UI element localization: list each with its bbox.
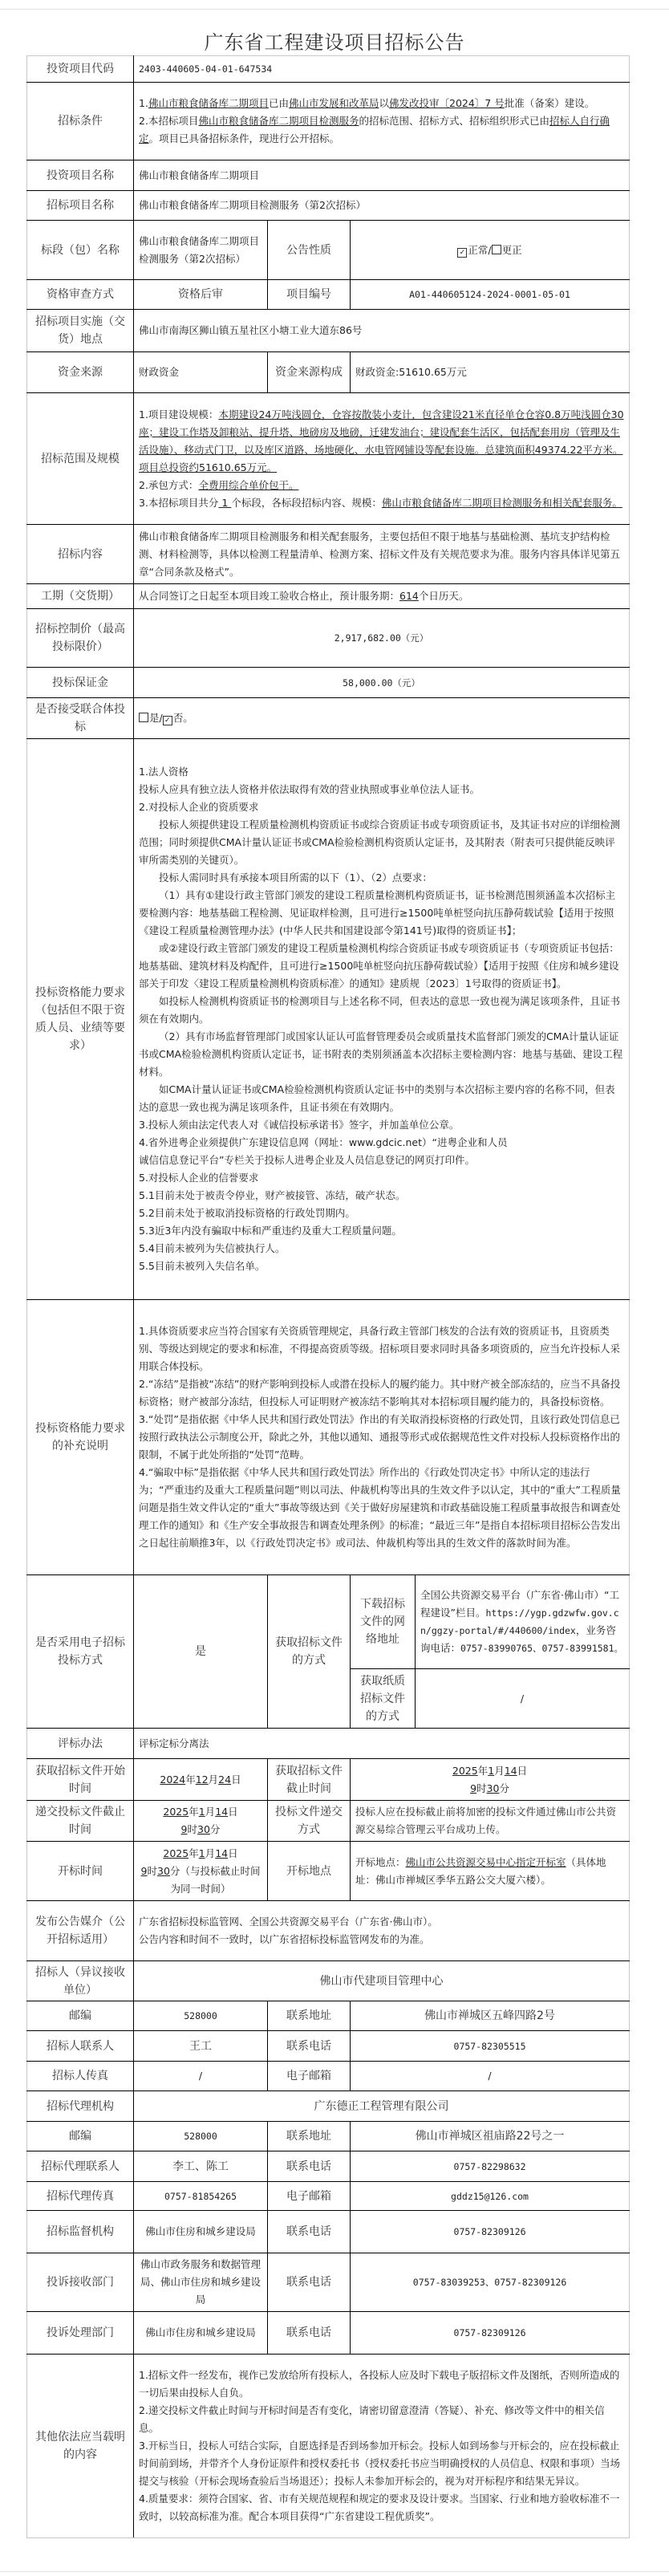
text: 个标段，各标段招标内容、规模： (231, 496, 382, 509)
paragraph: 投标人需同时具有承接本项目所需的以下（1）、（2）点要求： (159, 872, 432, 884)
text: 日 (517, 1764, 528, 1777)
row-agency (27, 2091, 630, 2122)
funding-structure-value: 财政资金:51610.65万元 (351, 352, 630, 393)
label: 招标人（异议接收单位） (27, 1961, 134, 2001)
text: 年 (185, 1773, 196, 1786)
obtain-end-value (351, 1759, 630, 1801)
obtain-end-label: 获取招标文件截止时间 (268, 1759, 351, 1801)
text: 批准（备案）建设。 (504, 97, 595, 109)
text: 30 (157, 1864, 170, 1877)
opening-place-value (351, 1842, 630, 1901)
supplement-value (134, 1300, 630, 1575)
postcode-value: 528000 (134, 2122, 268, 2151)
page-title: 广东省工程建设项目招标公告 (204, 31, 465, 54)
paragraph: 5.5目前未被列入失信名单。 (139, 1260, 266, 1272)
project-code-label: 项目编号 (268, 280, 351, 310)
paragraph: 2.“冻结”是指被“冻结”的财产影响到投标人或潜在投标人的履约能力。其中财产被全部冻结的，应当不具备投标资格；财产被部分冻结，但投标人可证明财产被冻结不影响其对本招标项目履约能力的，具备投标资格。 (139, 1378, 621, 1408)
paragraph: 1.具体资质要求应当符合国家有关资质管理规定，具备行政主管部门核发的合法有效的资质证书，且资质类别、等级达到规定的要求和标准，不得提高资质等级。招标项目要求同时具备多项资质的，应当允许投标人采用联合体投标。 (139, 1325, 621, 1372)
scope-value (134, 393, 630, 525)
text: 佛山市发展和改革局 (288, 97, 379, 109)
text: 否。 (172, 712, 193, 724)
row-funding (27, 352, 630, 393)
text: 9 (470, 1782, 477, 1794)
label: 招标控制价（最高投标限价） (27, 609, 134, 668)
consortium-value (134, 698, 630, 739)
row-agency-contact (27, 2151, 630, 2182)
paragraph: 5.2目前未处于被取消投标资格的行政处罚期内。 (139, 1207, 355, 1219)
label: 招标人联系人 (27, 2031, 134, 2062)
text: 时 (187, 1823, 198, 1835)
tender-name-value: 佛山市粮食储备库二期项目检测服务（第2次招标） (134, 191, 630, 221)
text: 佛山市公共资源交易中心指定开标室 (405, 1855, 566, 1868)
text: 614 (399, 590, 419, 602)
paragraph: 2.递交投标文件截止时间与开标时间是否有变化，请密切留意澄清（答疑）、补充、修改等文件中的相关信息。 (139, 2404, 605, 2434)
paper-method-label: 获取纸质招标文件的方式 (351, 1669, 416, 1729)
label: 招标内容 (27, 525, 134, 584)
text: 30 (197, 1823, 210, 1835)
row-opening (27, 1842, 630, 1901)
row-agency-post (27, 2122, 630, 2151)
funding-value: 财政资金 (134, 352, 268, 393)
label: 投诉处理部门 (27, 2312, 134, 2355)
label: 投资项目代码 (27, 56, 134, 83)
row-other (27, 2355, 630, 2538)
text: 分 (499, 1782, 509, 1794)
row-tenderer (27, 1961, 630, 2001)
paragraph: 如CMA计量认证证书或CMA检验检测机构资质认定证书中的类别与本次招标主要内容的名称不同，但表达的意思一致也视为满足该项条件，且证书须在有效期内。 (139, 1083, 615, 1113)
opening-time-value (134, 1842, 268, 1901)
text: 招标人自行确定 (139, 115, 610, 144)
text: 佛山市粮食储备库二期项目 (148, 97, 269, 109)
qualification-value: 资格后审 (134, 280, 268, 310)
label: 资格审查方式 (27, 280, 134, 310)
text: 14 (504, 1764, 517, 1777)
nature-value (351, 221, 630, 280)
deposit-value: 58,000.00（元） (134, 668, 630, 698)
text: 的招标范围、招标方式、招标组织形式已由 (359, 115, 549, 127)
label: 招标范围及规模 (27, 393, 134, 525)
label: 投标资格能力要求的补充说明 (27, 1300, 134, 1575)
text: 是/ (149, 712, 163, 724)
media-value (134, 1901, 630, 1961)
address-label: 联系地址 (268, 2001, 351, 2031)
tenderer-value: 佛山市代建项目管理中心 (134, 1961, 630, 2001)
text: 1 (198, 1806, 205, 1818)
text: 时 (476, 1782, 487, 1794)
text: 14 (215, 1847, 229, 1859)
text: 分 (209, 1823, 221, 1835)
label: 招标条件 (27, 83, 134, 160)
text: 年 (189, 1847, 199, 1859)
text: 本期建设24万吨浅圆仓，仓容按散装小麦计，包含建设21米直径单仓仓容0.8万吨浅圆仓30座；建设工作塔及卸粮站、提升塔、地磅房及地磅，迁建发油台；建设配套生活区，包括配套用房（管理及生活设施）、移动式门卫，以及库区道路、场地硬化、水电管网铺设等配套设施。总建筑面积49374.22平方米。项目总投资约51610.65万元。 (139, 408, 624, 473)
paragraph: 投标人应具有独立法人资格并依法取得有效的营业执照或事业单位法人证书。 (139, 783, 480, 795)
paragraph: 5.1目前未处于被责令停业，财产被接管、冻结，破产状态。 (139, 1189, 406, 1201)
text: 30 (486, 1782, 500, 1794)
conditions-value (134, 83, 630, 160)
online-address-value (416, 1575, 630, 1669)
label: 投诉接收部门 (27, 2253, 134, 2312)
text: 佛山市粮食储备库二期项目检测服务 (198, 115, 359, 127)
text: 14 (215, 1806, 229, 1818)
obtain-method-label: 获取招标文件的方式 (268, 1575, 351, 1729)
row-consortium (27, 698, 630, 739)
project-code-value: A01-440605124-2024-0001-05-01 (351, 280, 630, 310)
text: 日 (228, 1847, 238, 1859)
text: 1. (139, 97, 148, 109)
submit-method-label: 投标文件递交方式 (268, 1801, 351, 1842)
label: 其他依法应当载明的内容 (27, 2355, 134, 2538)
label: 递交投标文件截止时间 (27, 1801, 134, 1842)
paragraph: 5.4目前未被列为失信被执行人。 (139, 1242, 286, 1254)
obtain-start-value (134, 1759, 268, 1801)
phone-label: 联系电话 (268, 2031, 351, 2062)
row-complaint-recv (27, 2253, 630, 2312)
row-electronic-online (27, 1575, 630, 1669)
row-obtain-time (27, 1759, 630, 1801)
phone-value: 0757-83039253、0757-82309126 (351, 2253, 630, 2312)
text: 开标地点： (355, 1855, 406, 1868)
row-media (27, 1901, 630, 1961)
label: 标段（包）名称 (27, 221, 134, 280)
text: （具体地址：佛山市禅城区季华五路公交大厦六楼）。 (355, 1855, 606, 1886)
contact-value: 王工 (134, 2031, 268, 2062)
label: 招标项目实施（交货）地点 (27, 310, 134, 352)
section-value: 佛山市粮食储备库二期项目检测服务（第2次招标） (134, 221, 268, 280)
content-value: 佛山市粮食储备库二期项目检测服务和相关配套服务，主要包括但不限于地基与基础检测、基坑支护结构检测、材料检测等，具体以检测工程量清单、检测方案、招标文件及有关规范要求为准。服务内容具体详见第五章“合同条款及格式”。 (134, 525, 630, 584)
paragraph: （1）具有①建设行政主管部门颁发的建设工程质量检测机构资质证书，证书检测范围须涵盖本次招标主要检测内容：地基基础工程检测、见证取样检测，且可进行≥1500吨单桩竖向抗压静荷载试验【适用于按照《建设工程质量检测管理办法》(中华人民共和国建设部令第141号)取得的资质证书】； (139, 889, 616, 937)
text: 1 (488, 1764, 495, 1777)
text: 公告内容和时间不一致时，以广东省招标投标监管网发布的为准。 (139, 1933, 430, 1945)
online-address-label: 下载招标文件的网络地址 (351, 1575, 416, 1669)
paragraph: 3.开标当日，投标人可结合实际，自愿选择是否到场参加开标会。投标人如到场参与开标会的，应在投标截止时间前到场，并带齐个人身份证原件和授权委托书（授权委托书应当明确授权的人员信息、权限和事项）当场提交与核验（开标会现场查验后当场退还）；投标人未参加开标会的，视为对开标程序和结果无异议。 (139, 2440, 621, 2487)
complaint-handle-value: 佛山市住房和城乡建设局 (134, 2312, 268, 2355)
fax-value: 0757-81854265 (134, 2182, 268, 2211)
checkbox-unchecked-icon (492, 245, 501, 254)
label: 资金来源 (27, 352, 134, 393)
label: 招标项目名称 (27, 191, 134, 221)
row-invest-code (27, 56, 630, 83)
agency-value: 广东德正工程管理有限公司 (134, 2091, 630, 2122)
phone-value: 0757-82309126 (351, 2312, 630, 2355)
phone-value: 0757-82309126 (351, 2211, 630, 2253)
text: 广东省招标投标监管网、全国公共资源交易平台（广东省·佛山市）。 (139, 1916, 438, 1928)
text: 。项目已具备招标条件，现进行公开招标。 (148, 132, 340, 144)
text: 2025 (452, 1764, 478, 1777)
label: 是否采用电子招标投标方式 (27, 1575, 134, 1729)
text: 日 (231, 1773, 241, 1786)
text: 3.本招标项目共分 (139, 496, 219, 509)
submit-method-value: 投标人应在投标截止前将加密的投标文件通过佛山市公共资源交易综合管理云平台成功上传。 (351, 1801, 630, 1842)
row-evaluation (27, 1729, 630, 1759)
paragraph: 投标人须提供建设工程质量检测机构资质证书或综合资质证书或专项资质证书，及其证书对应的详细检测范围；同时须提供CMA计量认证证书或CMA检验检测机构资质认定证书，及其附表（附表可只提供能反映评审所需类别的关键页）。 (139, 819, 621, 866)
label: 招标代理机构 (27, 2091, 134, 2122)
text: 正常/ (468, 243, 492, 256)
phone-value: 0757-82305515 (351, 2031, 630, 2062)
checkbox-checked-icon: ✓ (163, 716, 172, 725)
address-value: 佛山市禅城区五峰四路2号 (351, 2001, 630, 2031)
notice-table (26, 55, 630, 2538)
text: 全国公共资源交易平台（广东省·佛山市）“工程建设”栏目。 (420, 1589, 619, 1619)
label: 开标时间 (27, 1842, 134, 1901)
row-supplement (27, 1300, 630, 1575)
label: 是否接受联合体投标 (27, 698, 134, 739)
requirements-value (134, 739, 630, 1300)
phone-value: 0757-82298632 (351, 2151, 630, 2182)
paragraph: 3.“处罚”是指依据《中华人民共和国行政处罚法》作出的有关取消投标资格的行政处罚，且该行政处罚信息已按照行政执法公示制度公开，除此之外，其他以通知、通报等形式或依据规范性文件对投标人投标资格作出的限制，不属于此处所指的“处罚”范畴。 (139, 1413, 621, 1461)
phone-label: 联系电话 (268, 2211, 351, 2253)
row-conditions (27, 83, 630, 160)
paragraph: 4.“骗取中标”是指依据《中华人民共和国行政处罚法》所作出的《行政处罚决定书》中所认定的违法行为；“严重违约及重大工程质量问题”则以司法、仲裁机构等出具的生效文件予以认定，其中的“重大”工程质量问题是指生效文件认定的“重大”事故等级达到《关于做好房屋建筑和市政基础设施工程质量事故报告和调查处理工作的通知》和《生产安全事故报告和调查处理条例》的标准；“最近三年”是指自本招标项目招标公告发出之日起往前顺推3年，以《行政处罚决定书》或司法、仲裁机构等出具的生效文件的落款时间为准。 (139, 1466, 621, 1549)
phone-label: 联系电话 (268, 2151, 351, 2182)
row-supervisor (27, 2211, 630, 2253)
text: 月 (494, 1764, 505, 1777)
label: 招标监督机构 (27, 2211, 134, 2253)
paragraph: 4.省外进粤企业须提供广东建设信息网（网址：www.gdcic.net）“进粤企业和人员 (139, 1136, 508, 1148)
address-label: 联系地址 (268, 2122, 351, 2151)
paper-method-value: / (416, 1669, 630, 1729)
download-link[interactable]: https://ygp.gdzwfw.gov.cn/ggzy-portal/#/440600/index (420, 1607, 619, 1636)
period-value (134, 584, 630, 609)
top-divider (0, 9, 669, 10)
label: 投资项目名称 (27, 160, 134, 191)
paragraph: 如投标人检测机构资质证书的检测项目与上述名称不同，但表达的意思一致也视为满足该项条件，且证书须在有效期内。 (139, 995, 621, 1025)
row-scope (27, 393, 630, 525)
label: 投标保证金 (27, 668, 134, 698)
text: 更正 (501, 243, 522, 256)
email-value[interactable]: gddz15@126.com (351, 2182, 630, 2211)
text: 2025 (163, 1847, 189, 1859)
fax-value: / (134, 2062, 268, 2091)
row-location (27, 310, 630, 352)
electronic-value: 是 (134, 1575, 268, 1729)
text: 9 (140, 1864, 148, 1877)
text: 月 (205, 1847, 216, 1859)
evaluation-value: 评标定标分离法 (134, 1729, 630, 1759)
complaint-recv-value: 佛山市政务服务和数据管理局、佛山市住房和城乡建设局 (134, 2253, 268, 2312)
text: （与投标截止时间为同一时间） (170, 1864, 261, 1895)
row-agency-fax (27, 2182, 630, 2211)
row-tenderer-post (27, 2001, 630, 2031)
postcode-value: 528000 (134, 2001, 268, 2031)
nature-label: 公告性质 (268, 221, 351, 280)
row-tenderer-contact (27, 2031, 630, 2062)
text: 1.项目建设规模： (139, 408, 219, 421)
row-invest-name (27, 160, 630, 191)
text: 2.本招标项目 (139, 115, 199, 127)
paragraph: 诚信信息登记平台”专栏关于投标人进粤企业及人员信息登记的网页打印件。 (139, 1154, 475, 1166)
paragraph: 3.投标人须由法定代表人对《诚信投标承诺书》签字，并加盖单位公章。 (139, 1119, 460, 1131)
text: 年 (477, 1764, 489, 1777)
text: 2025 (163, 1806, 189, 1818)
text: 月 (208, 1773, 219, 1786)
row-tenderer-fax (27, 2062, 630, 2091)
paragraph: 1.法人资格 (139, 766, 189, 778)
row-deposit (27, 668, 630, 698)
contact-value: 李工、陈工 (134, 2151, 268, 2182)
email-label: 电子邮箱 (268, 2062, 351, 2091)
row-qualification (27, 280, 630, 310)
text: 1 (198, 1847, 205, 1859)
text: 佛山市粮食储备库二期项目检测服务和相关配套服务。 (381, 496, 622, 509)
text: 个日历天。 (418, 590, 469, 602)
location-value: 佛山市南海区狮山镇五星社区小塘工业大道东86号 (134, 310, 630, 352)
text: 以 (379, 97, 389, 109)
paragraph: （2）具有市场监督管理部门或国家认证认可监督管理委员会或质量技术监督部门颁发的CMA计量认证证书或CMA检验检测机构资质认定证书，证书附表的类别须涵盖本次招标主要检测内容：地基与基础、建设工程材料。 (139, 1030, 623, 1078)
text: 已由 (268, 97, 289, 109)
paragraph: 或②建设行政主管部门颁发的建设工程质量检测机构综合资质证书或专项资质证书（专项资质证书包括：地基基础、建筑材料及构配件，且可进行≥1500吨单桩竖向抗压静荷载试验）【适用于按照《住房和城乡建设部关于印发〈建设工程质量检测机构资质标准〉的通知》建质规〔2023〕1号取得的资质证书】。 (139, 942, 619, 989)
paragraph: 4.质量要求：须符合国家、省、市有关规范规程和规定的要求及设计要求。当国家、行业和地方验收标准不一致时，以较高标准为准。配合本项目获得“广东省建设工程优质奖”。 (139, 2493, 620, 2522)
row-submit (27, 1801, 630, 1842)
label: 招标代理传真 (27, 2182, 134, 2211)
opening-place-label: 开标地点 (268, 1842, 351, 1901)
paragraph: 1.招标文件一经发布，视作已发放给所有投标人，各投标人应及时下载电子版招标文件及图纸，否则所造成的一切后果由投标人自负。 (139, 2369, 620, 2399)
address-value: 佛山市禅城区祖庙路22号之一 (351, 2122, 630, 2151)
invest-name-value: 佛山市粮食储备库二期项目 (134, 160, 630, 191)
row-requirements (27, 739, 630, 1300)
text: 1 (218, 496, 232, 509)
label: 邮编 (27, 2001, 134, 2031)
paragraph: 5.对投标人企业的信誉要求 (139, 1172, 259, 1184)
text: 0757-83990765、0757-83991581。 (460, 1643, 624, 1654)
email-label: 电子邮箱 (268, 2182, 351, 2211)
invest-code-value: 2403-440605-04-01-647534 (134, 56, 630, 83)
text: 时 (147, 1864, 158, 1877)
other-value (134, 2355, 630, 2538)
text: 2.承包方式： (139, 478, 199, 491)
bottom-divider (0, 2571, 669, 2572)
phone-label: 联系电话 (268, 2312, 351, 2355)
text: 佛发改投审〔2024〕7 号 (389, 97, 505, 109)
paragraph: 2.对投标人企业的资质要求 (139, 801, 259, 813)
row-complaint-handle (27, 2312, 630, 2355)
text: 2024 (160, 1773, 186, 1786)
text: 24 (218, 1773, 232, 1786)
row-section (27, 221, 630, 280)
text: 从合同签订之日起至本项目竣工验收合格止，预计服务期： (139, 590, 400, 602)
funding-structure-label: 资金来源构成 (268, 352, 351, 393)
row-price (27, 609, 630, 668)
text: 全费用综合单价包干。 (198, 478, 299, 491)
email-value: / (351, 2062, 630, 2091)
label: 获取招标文件开始时间 (27, 1759, 134, 1801)
checkbox-checked-icon: ✓ (457, 248, 467, 258)
label: 发布公告媒介（公开招标适用） (27, 1901, 134, 1961)
paragraph: 5.3近3年内没有骗取中标和严重违约及重大工程质量问题。 (139, 1225, 402, 1237)
text: 月 (205, 1806, 216, 1818)
text: 年 (189, 1806, 199, 1818)
row-content (27, 525, 630, 584)
row-period (27, 584, 630, 609)
label: 工期（交货期） (27, 584, 134, 609)
text: ，业务咨询电话： (420, 1624, 616, 1654)
label: 招标代理联系人 (27, 2151, 134, 2182)
checkbox-unchecked-icon (139, 713, 148, 722)
text: 日 (228, 1806, 238, 1818)
supervisor-value: 佛山市住房和城乡建设局 (134, 2211, 268, 2253)
text: 12 (195, 1773, 209, 1786)
submit-time-value (134, 1801, 268, 1842)
label: 邮编 (27, 2122, 134, 2151)
row-tender-name (27, 191, 630, 221)
label: 招标人传真 (27, 2062, 134, 2091)
text: 9 (180, 1823, 188, 1835)
text: 分 (169, 1864, 180, 1877)
price-value: 2,917,682.00（元） (134, 609, 630, 668)
phone-label: 联系电话 (268, 2253, 351, 2312)
label: 评标办法 (27, 1729, 134, 1759)
label: 投标资格能力要求（包括但不限于资质人员、业绩等要求） (27, 739, 134, 1300)
